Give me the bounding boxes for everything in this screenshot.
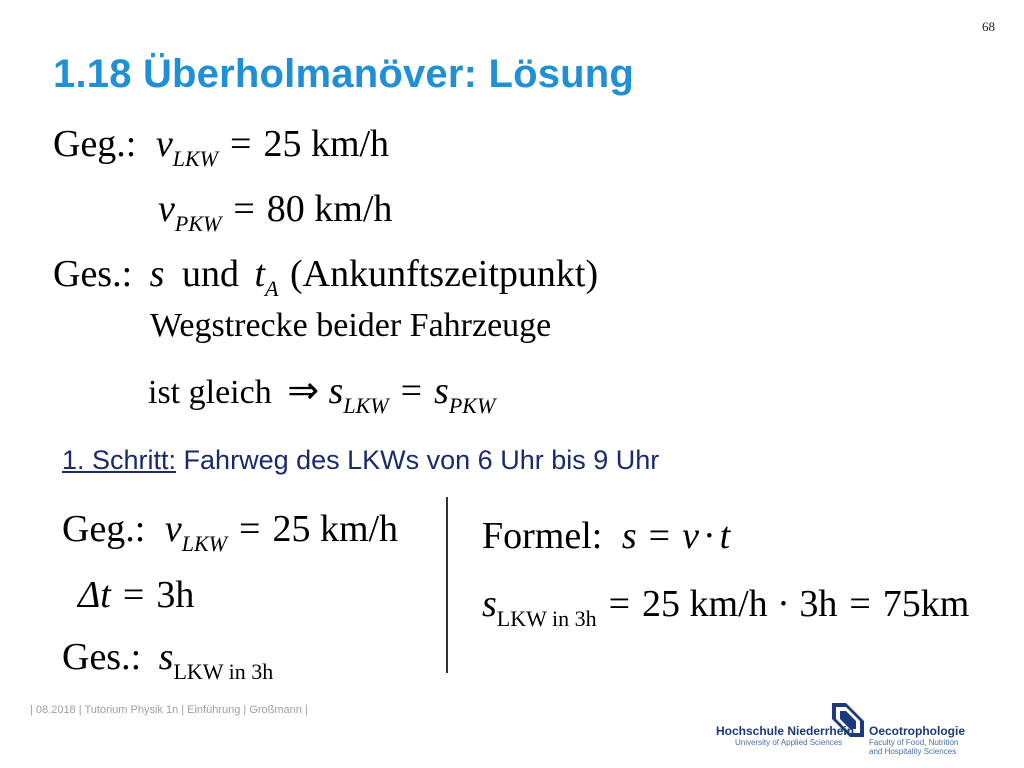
subscript-pkw: PKW (448, 393, 496, 418)
equals: = (648, 515, 671, 557)
reasoning-line1: Wegstrecke beider Fahrzeuge (150, 307, 552, 344)
sought2-line (62, 638, 273, 683)
subscript-lkw-in-3h: LKW in 3h (173, 659, 274, 684)
var-s: s (482, 583, 497, 625)
sought-line (53, 255, 598, 300)
faculty-subtitle-2: and Hospitality Sciences (869, 747, 957, 756)
sought-label: Ges.: (53, 253, 133, 295)
dot-operator: · (702, 515, 716, 557)
value-vlkw2: 25 km/h (272, 508, 399, 550)
equals: = (239, 508, 261, 550)
equals: = (608, 583, 631, 625)
var-v: v (682, 515, 699, 557)
result-value: 75km (882, 583, 970, 625)
var-delta-t: Δt (78, 574, 111, 616)
var-s: s (158, 636, 174, 678)
var-s-lkw: s (328, 370, 344, 412)
subscript-pkw: PKW (174, 211, 222, 236)
step-label: 1. Schritt: (62, 445, 177, 475)
university-subtitle: University of Applied Sciences (735, 738, 843, 747)
subscript-lkw: LKW (343, 393, 389, 418)
subscript-a: A (265, 276, 279, 301)
university-name: Hochschule Niederrhein (716, 724, 855, 738)
equals: = (849, 583, 871, 625)
column-divider (446, 497, 448, 673)
step-heading (62, 445, 659, 476)
calculation: 25 km/h · 3h (642, 583, 838, 625)
step-text: Fahrweg des LKWs von 6 Uhr bis 9 Uhr (176, 445, 660, 475)
slide-title: 1.18 Überholmanöver: Lösung (53, 52, 635, 96)
given-line-vlkw (53, 125, 389, 170)
subscript-lkw-in-3h: LKW in 3h (496, 606, 597, 631)
equals: = (233, 188, 255, 230)
value-dt: 3h (156, 574, 195, 616)
var-s-pkw: s (434, 370, 449, 412)
sought2-label: Ges.: (62, 636, 142, 678)
faculty-name: Oecotrophologie (869, 724, 965, 738)
var-s: s (149, 253, 165, 295)
var-t: t (719, 515, 731, 557)
equals: = (122, 574, 145, 616)
given2-line-dt (78, 576, 194, 614)
implies-arrow: ⇒ (287, 370, 320, 412)
value-vlkw: 25 km/h (263, 123, 390, 165)
given-label: Geg.: (53, 123, 137, 165)
var-v: v (164, 508, 182, 550)
und-text: und (181, 253, 239, 295)
var-t: t (254, 253, 266, 295)
subscript-lkw: LKW (181, 531, 227, 556)
var-s: s (621, 515, 637, 557)
equals: = (400, 370, 423, 412)
arrival-note: (Ankunftszeitpunkt) (289, 253, 599, 295)
footer-text: | 08.2018 | Tutorium Physik 1n | Einführung | Großmann | (30, 704, 308, 716)
equals: = (230, 123, 252, 165)
given2-label: Geg.: (62, 508, 146, 550)
value-vpkw: 80 km/h (266, 188, 393, 230)
var-v: v (158, 188, 175, 230)
reasoning-text: ist gleich (148, 374, 272, 411)
reasoning-line2 (148, 372, 495, 417)
formula-label: Formel: (482, 515, 603, 557)
result-line (482, 585, 969, 630)
page-number: 68 (982, 19, 995, 34)
given2-line-vlkw (62, 510, 398, 555)
formula-line (482, 517, 730, 555)
var-v: v (155, 123, 173, 165)
faculty-subtitle-1: Faculty of Food, Nutrition (869, 738, 959, 747)
subscript-lkw: LKW (172, 146, 218, 171)
given-line-vpkw (158, 190, 392, 235)
